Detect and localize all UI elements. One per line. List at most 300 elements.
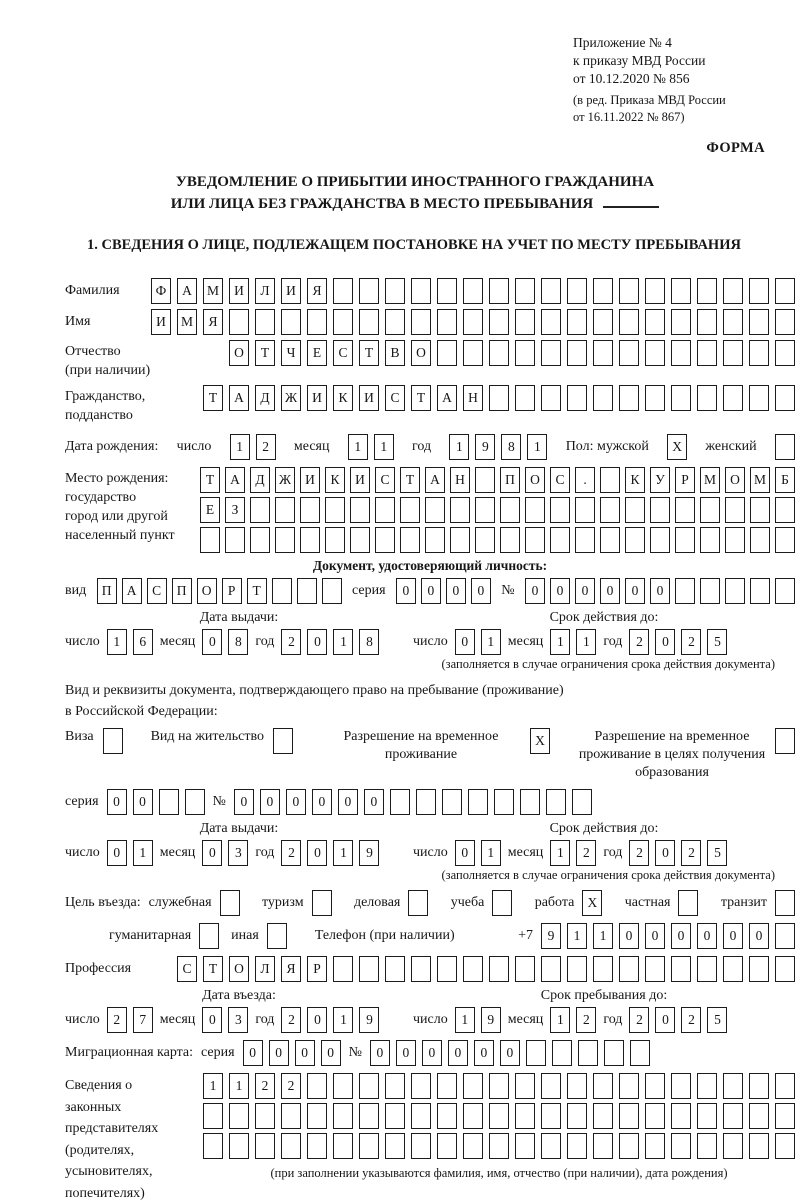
issue-day-cell[interactable]: 1 (107, 629, 127, 655)
birth-place-cell[interactable] (475, 527, 495, 553)
given-name-cell[interactable] (645, 309, 665, 335)
birth-place-cell[interactable]: Н (450, 467, 470, 493)
birth-place-cell[interactable] (425, 527, 445, 553)
stay-month-cell[interactable]: 2 (576, 1007, 596, 1033)
purpose-turizm-checkbox[interactable] (312, 890, 332, 916)
expiry-month-cell[interactable]: 1 (576, 629, 596, 655)
residence-number-cell[interactable] (390, 789, 410, 815)
surname-cell[interactable] (385, 278, 405, 304)
surname-cell[interactable] (645, 278, 665, 304)
birth-place-cell[interactable]: М (700, 467, 720, 493)
doc-number-cell[interactable] (675, 578, 695, 604)
citizenship-cell[interactable]: Т (203, 385, 223, 411)
representatives-cell[interactable] (671, 1103, 691, 1129)
migration-series-cell[interactable]: 0 (295, 1040, 315, 1066)
residence-number-cell[interactable] (416, 789, 436, 815)
doc-series-cell[interactable]: 0 (446, 578, 466, 604)
patronymic-cell[interactable]: Ч (281, 340, 301, 366)
doc-series-cell[interactable]: 0 (396, 578, 416, 604)
representatives-cell[interactable] (541, 1073, 561, 1099)
surname-cell[interactable] (541, 278, 561, 304)
issue-day-cell[interactable]: 6 (133, 629, 153, 655)
migration-series-cell[interactable]: 0 (243, 1040, 263, 1066)
birth-place-cell[interactable] (775, 497, 795, 523)
surname-cell[interactable] (671, 278, 691, 304)
doc-number-cell[interactable]: 0 (575, 578, 595, 604)
surname-cell[interactable] (619, 278, 639, 304)
migration-number-cell[interactable]: 0 (396, 1040, 416, 1066)
representatives-cell[interactable] (385, 1103, 405, 1129)
birth-place-cell[interactable] (400, 497, 420, 523)
birth-day-cell[interactable]: 1 (230, 434, 250, 460)
residence-issue-day-cell[interactable]: 1 (133, 840, 153, 866)
residence-number-cell[interactable] (468, 789, 488, 815)
doc-kind-cell[interactable]: Р (222, 578, 242, 604)
representatives-cell[interactable] (593, 1103, 613, 1129)
representatives-cell[interactable] (489, 1103, 509, 1129)
profession-cell[interactable] (437, 956, 457, 982)
birth-place-cell[interactable]: . (575, 467, 595, 493)
birth-place-cell[interactable] (550, 497, 570, 523)
given-name-cell[interactable] (619, 309, 639, 335)
birth-place-cell[interactable] (700, 497, 720, 523)
birth-place-cell[interactable] (525, 527, 545, 553)
citizenship-cell[interactable] (671, 385, 691, 411)
residence-number-cell[interactable]: 0 (260, 789, 280, 815)
patronymic-cell[interactable]: О (411, 340, 431, 366)
residence-expiry-year-cell[interactable]: 5 (707, 840, 727, 866)
representatives-cell[interactable] (515, 1073, 535, 1099)
doc-number-cell[interactable] (700, 578, 720, 604)
entry-day-cell[interactable]: 2 (107, 1007, 127, 1033)
patronymic-cell[interactable] (463, 340, 483, 366)
profession-cell[interactable] (333, 956, 353, 982)
profession-cell[interactable] (775, 956, 795, 982)
phone-cell[interactable]: 1 (567, 923, 587, 949)
citizenship-cell[interactable] (567, 385, 587, 411)
birth-place-cell[interactable]: О (725, 467, 745, 493)
representatives-cell[interactable] (671, 1133, 691, 1159)
residence-permit-checkbox[interactable] (273, 728, 293, 754)
given-name-cell[interactable] (567, 309, 587, 335)
representatives-cell[interactable] (697, 1073, 717, 1099)
representatives-cell[interactable]: 2 (255, 1073, 275, 1099)
representatives-cell[interactable] (463, 1073, 483, 1099)
representatives-cell[interactable] (645, 1103, 665, 1129)
birth-place-cell[interactable] (250, 527, 270, 553)
purpose-rabota-checkbox[interactable]: X (582, 890, 602, 916)
patronymic-cell[interactable]: В (385, 340, 405, 366)
doc-series-cell[interactable]: 0 (421, 578, 441, 604)
issue-year-cell[interactable]: 2 (281, 629, 301, 655)
doc-kind-cell[interactable]: П (172, 578, 192, 604)
profession-cell[interactable] (697, 956, 717, 982)
citizenship-cell[interactable]: И (359, 385, 379, 411)
birth-place-cell[interactable] (750, 497, 770, 523)
residence-issue-month-cell[interactable]: 0 (202, 840, 222, 866)
surname-cell[interactable] (489, 278, 509, 304)
birth-place-cell[interactable] (500, 527, 520, 553)
residence-number-cell[interactable] (494, 789, 514, 815)
representatives-cell[interactable] (255, 1103, 275, 1129)
stay-day-cell[interactable]: 1 (455, 1007, 475, 1033)
birth-place-cell[interactable]: К (325, 467, 345, 493)
residence-expiry-month-cell[interactable]: 2 (576, 840, 596, 866)
birth-place-cell[interactable]: А (425, 467, 445, 493)
residence-issue-year-cell[interactable]: 2 (281, 840, 301, 866)
representatives-cell[interactable] (567, 1133, 587, 1159)
birth-place-cell[interactable] (600, 467, 620, 493)
profession-cell[interactable]: О (229, 956, 249, 982)
representatives-cell[interactable] (671, 1073, 691, 1099)
birth-place-cell[interactable] (625, 497, 645, 523)
birth-place-cell[interactable]: У (650, 467, 670, 493)
birth-place-cell[interactable]: И (350, 467, 370, 493)
representatives-cell[interactable] (411, 1073, 431, 1099)
representatives-cell[interactable] (619, 1073, 639, 1099)
profession-cell[interactable] (489, 956, 509, 982)
doc-number-cell[interactable]: 0 (550, 578, 570, 604)
patronymic-cell[interactable]: О (229, 340, 249, 366)
residence-number-cell[interactable]: 0 (234, 789, 254, 815)
representatives-cell[interactable] (489, 1073, 509, 1099)
birth-place-cell[interactable] (300, 497, 320, 523)
representatives-cell[interactable] (749, 1133, 769, 1159)
birth-place-cell[interactable] (775, 527, 795, 553)
temporary-residence-education-checkbox[interactable] (775, 728, 795, 754)
representatives-cell[interactable] (307, 1133, 327, 1159)
citizenship-cell[interactable] (489, 385, 509, 411)
representatives-cell[interactable] (515, 1103, 535, 1129)
representatives-cell[interactable] (307, 1103, 327, 1129)
given-name-cell[interactable] (775, 309, 795, 335)
issue-year-cell[interactable]: 0 (307, 629, 327, 655)
birth-place-cell[interactable]: Б (775, 467, 795, 493)
birth-place-cell[interactable]: К (625, 467, 645, 493)
birth-place-cell[interactable] (425, 497, 445, 523)
profession-cell[interactable] (463, 956, 483, 982)
surname-cell[interactable] (333, 278, 353, 304)
representatives-cell[interactable] (697, 1103, 717, 1129)
representatives-cell[interactable] (333, 1103, 353, 1129)
doc-number-cell[interactable]: 0 (600, 578, 620, 604)
patronymic-cell[interactable] (437, 340, 457, 366)
representatives-cell[interactable] (281, 1133, 301, 1159)
given-name-cell[interactable] (515, 309, 535, 335)
representatives-cell[interactable] (645, 1073, 665, 1099)
representatives-cell[interactable] (359, 1133, 379, 1159)
citizenship-cell[interactable]: Ж (281, 385, 301, 411)
patronymic-cell[interactable] (619, 340, 639, 366)
representatives-cell[interactable] (333, 1073, 353, 1099)
birth-place-cell[interactable]: М (750, 467, 770, 493)
migration-number-cell[interactable] (578, 1040, 598, 1066)
profession-cell[interactable] (619, 956, 639, 982)
representatives-cell[interactable] (333, 1133, 353, 1159)
given-name-cell[interactable] (723, 309, 743, 335)
migration-number-cell[interactable]: 0 (448, 1040, 468, 1066)
phone-cell[interactable]: 0 (697, 923, 717, 949)
residence-number-cell[interactable]: 0 (364, 789, 384, 815)
doc-kind-cell[interactable]: С (147, 578, 167, 604)
birth-place-cell[interactable] (250, 497, 270, 523)
birth-place-cell[interactable] (725, 527, 745, 553)
representatives-cell[interactable] (203, 1103, 223, 1129)
birth-month-cell[interactable]: 1 (374, 434, 394, 460)
given-name-cell[interactable] (697, 309, 717, 335)
birth-place-cell[interactable] (525, 497, 545, 523)
issue-month-cell[interactable]: 8 (228, 629, 248, 655)
issue-month-cell[interactable]: 0 (202, 629, 222, 655)
surname-cell[interactable] (697, 278, 717, 304)
birth-place-cell[interactable]: Р (675, 467, 695, 493)
birth-place-cell[interactable] (475, 467, 495, 493)
purpose-sluzhebnaya-checkbox[interactable] (220, 890, 240, 916)
migration-number-cell[interactable]: 0 (370, 1040, 390, 1066)
given-name-cell[interactable] (671, 309, 691, 335)
surname-cell[interactable]: Я (307, 278, 327, 304)
birth-place-cell[interactable]: А (225, 467, 245, 493)
birth-place-cell[interactable] (375, 497, 395, 523)
doc-kind-cell[interactable] (272, 578, 292, 604)
given-name-cell[interactable]: И (151, 309, 171, 335)
birth-place-cell[interactable] (475, 497, 495, 523)
phone-cell[interactable] (775, 923, 795, 949)
entry-day-cell[interactable]: 7 (133, 1007, 153, 1033)
doc-number-cell[interactable]: 0 (525, 578, 545, 604)
expiry-day-cell[interactable]: 0 (455, 629, 475, 655)
residence-issue-year-cell[interactable]: 0 (307, 840, 327, 866)
issue-year-cell[interactable]: 8 (359, 629, 379, 655)
birth-place-cell[interactable] (275, 527, 295, 553)
profession-cell[interactable] (593, 956, 613, 982)
representatives-cell[interactable] (385, 1133, 405, 1159)
birth-place-cell[interactable] (650, 527, 670, 553)
representatives-cell[interactable] (775, 1133, 795, 1159)
surname-cell[interactable]: И (281, 278, 301, 304)
profession-cell[interactable] (385, 956, 405, 982)
birth-place-cell[interactable] (600, 497, 620, 523)
temporary-residence-checkbox[interactable]: X (530, 728, 550, 754)
birth-place-cell[interactable] (350, 527, 370, 553)
stay-year-cell[interactable]: 2 (681, 1007, 701, 1033)
profession-cell[interactable]: С (177, 956, 197, 982)
representatives-cell[interactable] (385, 1073, 405, 1099)
stay-year-cell[interactable]: 0 (655, 1007, 675, 1033)
given-name-cell[interactable] (281, 309, 301, 335)
citizenship-cell[interactable] (645, 385, 665, 411)
birth-place-cell[interactable] (700, 527, 720, 553)
residence-series-cell[interactable]: 0 (107, 789, 127, 815)
expiry-year-cell[interactable]: 2 (629, 629, 649, 655)
sex-female-checkbox[interactable] (775, 434, 795, 460)
birth-place-cell[interactable] (750, 527, 770, 553)
representatives-cell[interactable] (723, 1073, 743, 1099)
surname-cell[interactable]: Ф (151, 278, 171, 304)
profession-cell[interactable] (411, 956, 431, 982)
profession-cell[interactable] (541, 956, 561, 982)
sex-male-checkbox[interactable]: X (667, 434, 687, 460)
purpose-tranzit-checkbox[interactable] (775, 890, 795, 916)
given-name-cell[interactable] (307, 309, 327, 335)
citizenship-cell[interactable]: Н (463, 385, 483, 411)
birth-place-cell[interactable] (725, 497, 745, 523)
doc-series-cell[interactable]: 0 (471, 578, 491, 604)
birth-place-cell[interactable] (600, 527, 620, 553)
surname-cell[interactable]: Л (255, 278, 275, 304)
given-name-cell[interactable] (333, 309, 353, 335)
surname-cell[interactable] (567, 278, 587, 304)
entry-month-cell[interactable]: 0 (202, 1007, 222, 1033)
phone-cell[interactable]: 0 (619, 923, 639, 949)
profession-cell[interactable]: Т (203, 956, 223, 982)
migration-number-cell[interactable] (630, 1040, 650, 1066)
expiry-day-cell[interactable]: 1 (481, 629, 501, 655)
citizenship-cell[interactable]: А (437, 385, 457, 411)
residence-issue-day-cell[interactable]: 0 (107, 840, 127, 866)
migration-number-cell[interactable]: 0 (500, 1040, 520, 1066)
representatives-cell[interactable] (775, 1073, 795, 1099)
residence-number-cell[interactable] (572, 789, 592, 815)
patronymic-cell[interactable]: Т (359, 340, 379, 366)
representatives-cell[interactable] (593, 1073, 613, 1099)
patronymic-cell[interactable] (515, 340, 535, 366)
residence-expiry-year-cell[interactable]: 2 (629, 840, 649, 866)
residence-number-cell[interactable]: 0 (338, 789, 358, 815)
purpose-ucheba-checkbox[interactable] (492, 890, 512, 916)
residence-series-cell[interactable] (185, 789, 205, 815)
profession-cell[interactable] (645, 956, 665, 982)
surname-cell[interactable] (775, 278, 795, 304)
birth-place-cell[interactable] (575, 527, 595, 553)
representatives-cell[interactable]: 2 (281, 1073, 301, 1099)
patronymic-cell[interactable] (697, 340, 717, 366)
citizenship-cell[interactable] (723, 385, 743, 411)
residence-issue-year-cell[interactable]: 1 (333, 840, 353, 866)
birth-year-cell[interactable]: 9 (475, 434, 495, 460)
citizenship-cell[interactable]: А (229, 385, 249, 411)
representatives-cell[interactable] (515, 1133, 535, 1159)
representatives-cell[interactable] (411, 1133, 431, 1159)
representatives-cell[interactable] (437, 1103, 457, 1129)
purpose-gumanitarnaya-checkbox[interactable] (199, 923, 219, 949)
doc-kind-cell[interactable]: А (122, 578, 142, 604)
representatives-cell[interactable] (619, 1133, 639, 1159)
birth-month-cell[interactable]: 1 (348, 434, 368, 460)
citizenship-cell[interactable] (515, 385, 535, 411)
patronymic-cell[interactable] (671, 340, 691, 366)
doc-number-cell[interactable] (775, 578, 795, 604)
representatives-cell[interactable] (749, 1073, 769, 1099)
residence-number-cell[interactable]: 0 (286, 789, 306, 815)
surname-cell[interactable]: А (177, 278, 197, 304)
patronymic-cell[interactable]: Т (255, 340, 275, 366)
birth-place-cell[interactable] (550, 527, 570, 553)
phone-cell[interactable]: 0 (723, 923, 743, 949)
stay-year-cell[interactable]: 2 (629, 1007, 649, 1033)
doc-kind-cell[interactable] (322, 578, 342, 604)
representatives-cell[interactable] (489, 1133, 509, 1159)
expiry-month-cell[interactable]: 1 (550, 629, 570, 655)
birth-place-cell[interactable] (675, 527, 695, 553)
migration-number-cell[interactable]: 0 (474, 1040, 494, 1066)
expiry-year-cell[interactable]: 0 (655, 629, 675, 655)
given-name-cell[interactable] (411, 309, 431, 335)
patronymic-cell[interactable]: Е (307, 340, 327, 366)
phone-cell[interactable]: 0 (645, 923, 665, 949)
visa-checkbox[interactable] (103, 728, 123, 754)
representatives-cell[interactable] (281, 1103, 301, 1129)
residence-number-cell[interactable] (520, 789, 540, 815)
birth-place-cell[interactable]: Т (400, 467, 420, 493)
birth-place-cell[interactable] (500, 497, 520, 523)
representatives-cell[interactable] (645, 1133, 665, 1159)
surname-cell[interactable] (411, 278, 431, 304)
birth-place-cell[interactable]: Е (200, 497, 220, 523)
representatives-cell[interactable] (255, 1133, 275, 1159)
surname-cell[interactable]: И (229, 278, 249, 304)
surname-cell[interactable] (359, 278, 379, 304)
doc-number-cell[interactable]: 0 (625, 578, 645, 604)
doc-number-cell[interactable] (725, 578, 745, 604)
birth-place-cell[interactable] (275, 497, 295, 523)
entry-year-cell[interactable]: 1 (333, 1007, 353, 1033)
given-name-cell[interactable] (385, 309, 405, 335)
patronymic-cell[interactable] (775, 340, 795, 366)
entry-year-cell[interactable]: 2 (281, 1007, 301, 1033)
profession-cell[interactable]: Л (255, 956, 275, 982)
doc-kind-cell[interactable] (297, 578, 317, 604)
surname-cell[interactable] (749, 278, 769, 304)
doc-kind-cell[interactable]: О (197, 578, 217, 604)
representatives-cell[interactable] (463, 1133, 483, 1159)
representatives-cell[interactable] (437, 1073, 457, 1099)
expiry-year-cell[interactable]: 2 (681, 629, 701, 655)
representatives-cell[interactable] (359, 1103, 379, 1129)
profession-cell[interactable] (567, 956, 587, 982)
birth-year-cell[interactable]: 1 (527, 434, 547, 460)
given-name-cell[interactable] (541, 309, 561, 335)
stay-day-cell[interactable]: 9 (481, 1007, 501, 1033)
birth-place-cell[interactable]: З (225, 497, 245, 523)
representatives-cell[interactable] (567, 1103, 587, 1129)
citizenship-cell[interactable]: С (385, 385, 405, 411)
patronymic-cell[interactable] (567, 340, 587, 366)
birth-place-cell[interactable] (375, 527, 395, 553)
representatives-cell[interactable] (307, 1073, 327, 1099)
birth-place-cell[interactable]: П (500, 467, 520, 493)
doc-kind-cell[interactable]: П (97, 578, 117, 604)
patronymic-cell[interactable] (541, 340, 561, 366)
birth-place-cell[interactable] (625, 527, 645, 553)
citizenship-cell[interactable] (541, 385, 561, 411)
representatives-cell[interactable] (229, 1133, 249, 1159)
representatives-cell[interactable] (463, 1103, 483, 1129)
migration-series-cell[interactable]: 0 (269, 1040, 289, 1066)
representatives-cell[interactable] (723, 1103, 743, 1129)
patronymic-cell[interactable] (723, 340, 743, 366)
representatives-cell[interactable] (697, 1133, 717, 1159)
profession-cell[interactable] (671, 956, 691, 982)
birth-place-cell[interactable] (225, 527, 245, 553)
citizenship-cell[interactable] (593, 385, 613, 411)
given-name-cell[interactable] (359, 309, 379, 335)
representatives-cell[interactable] (619, 1103, 639, 1129)
birth-place-cell[interactable]: Т (200, 467, 220, 493)
birth-place-cell[interactable]: С (375, 467, 395, 493)
representatives-cell[interactable]: 1 (203, 1073, 223, 1099)
profession-cell[interactable]: Р (307, 956, 327, 982)
